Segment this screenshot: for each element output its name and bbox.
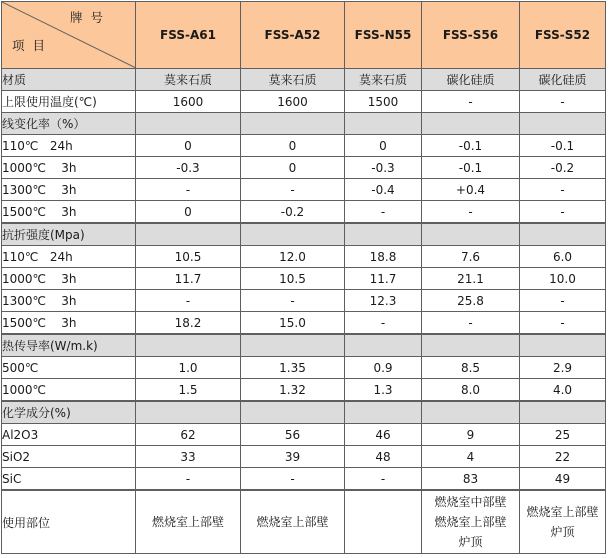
usage-cell bbox=[422, 490, 520, 554]
usage-cell bbox=[520, 490, 606, 554]
empty-cell bbox=[241, 223, 345, 246]
table-row bbox=[2, 268, 606, 290]
table-cell: 18.2 bbox=[136, 312, 241, 335]
table-cell: - bbox=[422, 91, 520, 113]
table-cell: -0.1 bbox=[422, 135, 520, 157]
empty-cell bbox=[241, 334, 345, 357]
table-cell: 8.0 bbox=[422, 379, 520, 402]
row-label: 材质 bbox=[2, 69, 136, 91]
table-cell: - bbox=[520, 201, 606, 224]
table-cell: 9 bbox=[422, 424, 520, 446]
row-label: 使用部位 bbox=[2, 490, 136, 554]
usage-line: 燃烧室上部壁 bbox=[526, 505, 599, 519]
table-row bbox=[2, 290, 606, 312]
empty-cell bbox=[241, 401, 345, 424]
row-label: 1000℃ bbox=[2, 379, 136, 402]
empty-cell bbox=[422, 223, 520, 246]
row-label: 1300℃ 3h bbox=[2, 290, 136, 312]
table-cell: 25.8 bbox=[422, 290, 520, 312]
table-cell: 62 bbox=[136, 424, 241, 446]
table-cell: - bbox=[422, 201, 520, 224]
usage-line: 燃烧室上部壁 bbox=[151, 515, 224, 529]
table-cell: - bbox=[520, 290, 606, 312]
table-cell: 21.1 bbox=[422, 268, 520, 290]
table-cell: - bbox=[136, 179, 241, 201]
table-cell: 7.6 bbox=[422, 246, 520, 268]
table-cell: -0.2 bbox=[520, 157, 606, 179]
table-cell: 0 bbox=[345, 135, 422, 157]
row-label: 1500℃ 3h bbox=[2, 201, 136, 224]
table-row bbox=[2, 135, 606, 157]
empty-cell bbox=[520, 223, 606, 246]
table-cell: - bbox=[422, 312, 520, 335]
table-row bbox=[2, 357, 606, 379]
section-title-row bbox=[2, 401, 606, 424]
table-row bbox=[2, 246, 606, 268]
table-cell: 39 bbox=[241, 446, 345, 468]
table-cell: - bbox=[520, 179, 606, 201]
table-cell: 0 bbox=[136, 201, 241, 224]
table-cell: 18.8 bbox=[345, 246, 422, 268]
usage-line: 炉顶 bbox=[550, 525, 575, 539]
table-cell: - bbox=[136, 290, 241, 312]
usage-cell bbox=[136, 490, 241, 554]
corner-item-label: 项目 bbox=[12, 38, 54, 53]
table-cell: 11.7 bbox=[345, 268, 422, 290]
row-label: Al2O3 bbox=[2, 424, 136, 446]
table-cell: 22 bbox=[520, 446, 606, 468]
corner-grade-label: 牌号 bbox=[69, 10, 111, 25]
table-cell: - bbox=[345, 312, 422, 335]
row-label: 110℃ 24h bbox=[2, 246, 136, 268]
table-cell: 碳化硅质 bbox=[422, 69, 520, 91]
table-cell: -0.3 bbox=[345, 157, 422, 179]
empty-cell bbox=[520, 334, 606, 357]
spec-table-container bbox=[1, 1, 605, 554]
row-label: SiO2 bbox=[2, 446, 136, 468]
table-cell: +0.4 bbox=[422, 179, 520, 201]
table-cell: 4 bbox=[422, 446, 520, 468]
table-cell: 2.9 bbox=[520, 357, 606, 379]
table-cell: 15.0 bbox=[241, 312, 345, 335]
table-cell: 1.5 bbox=[136, 379, 241, 402]
table-row bbox=[2, 179, 606, 201]
row-label: 110℃ 24h bbox=[2, 135, 136, 157]
table-cell: 1600 bbox=[241, 91, 345, 113]
empty-cell bbox=[520, 401, 606, 424]
empty-cell bbox=[136, 223, 241, 246]
table-cell: - bbox=[241, 290, 345, 312]
table-cell: 33 bbox=[136, 446, 241, 468]
empty-cell bbox=[136, 334, 241, 357]
empty-cell bbox=[241, 113, 345, 135]
table-row bbox=[2, 446, 606, 468]
table-cell: 碳化硅质 bbox=[520, 69, 606, 91]
table-cell: 莫来石质 bbox=[345, 69, 422, 91]
row-label: 1300℃ 3h bbox=[2, 179, 136, 201]
section-title-row bbox=[2, 113, 606, 135]
row-label: SiC bbox=[2, 468, 136, 491]
usage-line: 燃烧室中部壁 bbox=[434, 495, 507, 509]
max-temp-row bbox=[2, 91, 606, 113]
table-cell: 0 bbox=[136, 135, 241, 157]
table-cell: - bbox=[241, 468, 345, 491]
table-cell: 49 bbox=[520, 468, 606, 491]
table-cell: 莫来石质 bbox=[241, 69, 345, 91]
table-cell: - bbox=[241, 179, 345, 201]
section-title: 抗折强度(Mpa) bbox=[2, 223, 136, 246]
table-cell: 10.0 bbox=[520, 268, 606, 290]
table-cell: 莫来石质 bbox=[136, 69, 241, 91]
table-cell: -0.1 bbox=[520, 135, 606, 157]
empty-cell bbox=[422, 334, 520, 357]
empty-cell bbox=[136, 401, 241, 424]
corner-cell bbox=[2, 2, 136, 69]
usage-line: 炉顶 bbox=[458, 535, 483, 549]
usage-cell bbox=[241, 490, 345, 554]
usage-cell bbox=[345, 490, 422, 554]
row-label: 1000℃ 3h bbox=[2, 268, 136, 290]
table-cell: 25 bbox=[520, 424, 606, 446]
section-title: 化学成分(%) bbox=[2, 401, 136, 424]
table-cell: 0 bbox=[241, 135, 345, 157]
empty-cell bbox=[345, 334, 422, 357]
grade-header: FSS-A61 bbox=[136, 2, 241, 69]
table-row bbox=[2, 379, 606, 402]
table-row bbox=[2, 157, 606, 179]
table-cell: 0 bbox=[241, 157, 345, 179]
section-title-row bbox=[2, 223, 606, 246]
table-cell: 1600 bbox=[136, 91, 241, 113]
empty-cell bbox=[520, 113, 606, 135]
table-cell: 56 bbox=[241, 424, 345, 446]
grade-header: FSS-A52 bbox=[241, 2, 345, 69]
row-label: 500℃ bbox=[2, 357, 136, 379]
table-cell: 1.32 bbox=[241, 379, 345, 402]
table-row bbox=[2, 201, 606, 224]
section-title: 线变化率（%） bbox=[2, 113, 136, 135]
table-cell: 48 bbox=[345, 446, 422, 468]
grade-header: FSS-S56 bbox=[422, 2, 520, 69]
table-row bbox=[2, 424, 606, 446]
table-row bbox=[2, 312, 606, 335]
table-cell: -0.3 bbox=[136, 157, 241, 179]
table-cell: 12.3 bbox=[345, 290, 422, 312]
section-title: 热传导率(W/m.k) bbox=[2, 334, 136, 357]
table-cell: 0.9 bbox=[345, 357, 422, 379]
table-cell: 10.5 bbox=[241, 268, 345, 290]
table-cell: - bbox=[136, 468, 241, 491]
table-cell: 83 bbox=[422, 468, 520, 491]
header-row bbox=[2, 2, 606, 69]
table-cell: 1.0 bbox=[136, 357, 241, 379]
table-cell: 4.0 bbox=[520, 379, 606, 402]
material-row bbox=[2, 69, 606, 91]
grade-header: FSS-N55 bbox=[345, 2, 422, 69]
empty-cell bbox=[422, 401, 520, 424]
empty-cell bbox=[136, 113, 241, 135]
empty-cell bbox=[345, 113, 422, 135]
table-cell: - bbox=[520, 312, 606, 335]
table-cell: 10.5 bbox=[136, 246, 241, 268]
row-label: 1000℃ 3h bbox=[2, 157, 136, 179]
section-title-row bbox=[2, 334, 606, 357]
refractory-spec-table bbox=[1, 1, 606, 554]
table-cell: 1500 bbox=[345, 91, 422, 113]
table-cell: 1.35 bbox=[241, 357, 345, 379]
table-cell: 11.7 bbox=[136, 268, 241, 290]
usage-line: 燃烧室上部壁 bbox=[256, 515, 329, 529]
usage-row bbox=[2, 490, 606, 554]
table-row bbox=[2, 468, 606, 491]
grade-header: FSS-S52 bbox=[520, 2, 606, 69]
table-cell: -0.4 bbox=[345, 179, 422, 201]
table-cell: 1.3 bbox=[345, 379, 422, 402]
table-cell: 8.5 bbox=[422, 357, 520, 379]
table-cell: -0.2 bbox=[241, 201, 345, 224]
empty-cell bbox=[345, 223, 422, 246]
table-cell: - bbox=[520, 91, 606, 113]
empty-cell bbox=[422, 113, 520, 135]
row-label: 上限使用温度(℃) bbox=[2, 91, 136, 113]
table-cell: 6.0 bbox=[520, 246, 606, 268]
table-cell: -0.1 bbox=[422, 157, 520, 179]
row-label: 1500℃ 3h bbox=[2, 312, 136, 335]
usage-line: 燃烧室上部壁 bbox=[434, 515, 507, 529]
table-cell: - bbox=[345, 201, 422, 224]
empty-cell bbox=[345, 401, 422, 424]
table-cell: - bbox=[345, 468, 422, 491]
table-cell: 46 bbox=[345, 424, 422, 446]
table-cell: 12.0 bbox=[241, 246, 345, 268]
